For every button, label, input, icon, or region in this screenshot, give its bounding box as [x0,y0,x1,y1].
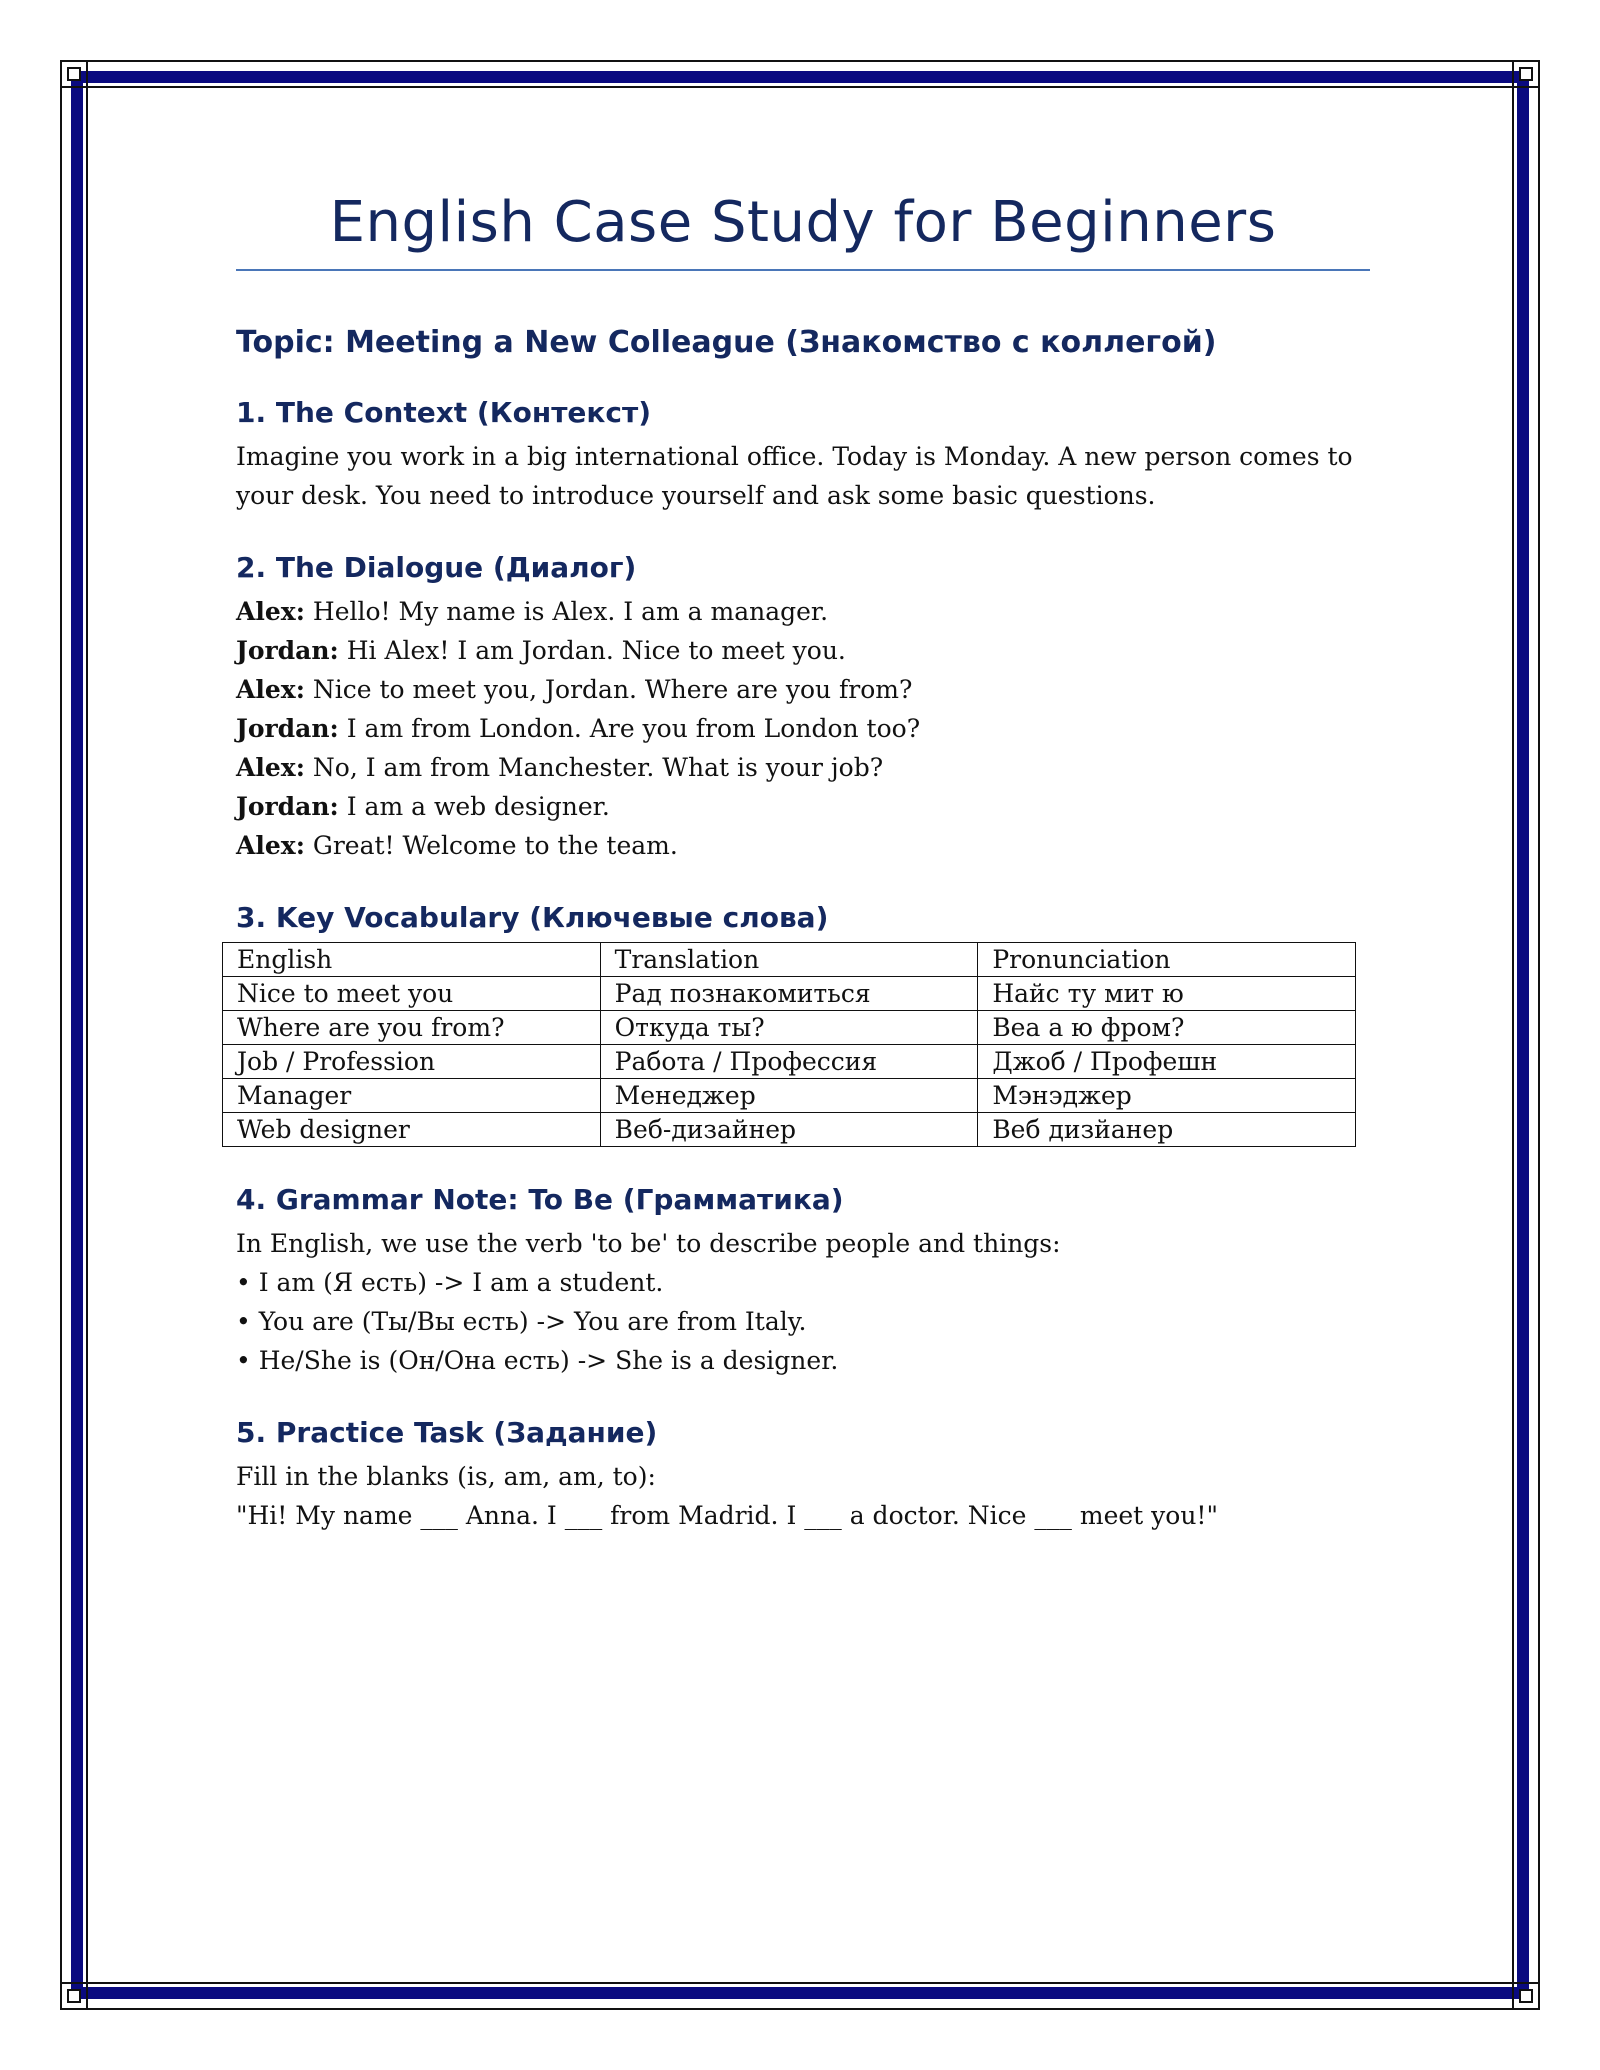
dialogue-line [236,592,1370,631]
table-cell: Where are you from? [223,1011,601,1045]
border-corner-square-bottom-right [1519,1989,1533,2003]
dialogue-speaker: Jordan: [236,636,339,665]
dialogue-text: I am from London. Are you from London too? [346,714,921,743]
table-cell: Веа а ю фром? [978,1011,1356,1045]
table-cell: Веб-дизайнер [600,1113,978,1147]
table-row [223,1079,1356,1113]
practice-instruction: Fill in the blanks (is, am, am, to): [236,1462,656,1491]
table-cell: Работа / Профессия [600,1045,978,1079]
table-cell: Откуда ты? [600,1011,978,1045]
border-corner-square-top-left [67,67,81,81]
document-content [236,190,1370,1535]
table-cell: Manager [223,1079,601,1113]
grammar-bullet: • You are (Ты/Вы есть) -> You are from Italy. [236,1307,807,1336]
border-corner-square-bottom-left [67,1989,81,2003]
grammar-bullet: • I am (Я есть) -> I am a student. [236,1268,664,1297]
dialogue-speaker: Jordan: [236,792,339,821]
table-row [223,1045,1356,1079]
dialogue-text: Hi Alex! I am Jordan. Nice to meet you. [346,636,846,665]
dialogue-speaker: Alex: [236,831,305,860]
dialogue-line [236,748,1370,787]
table-row [223,1011,1356,1045]
dialogue-speaker: Jordan: [236,714,339,743]
dialogue-line [236,631,1370,670]
table-header-cell: Pronunciation [978,943,1356,977]
table-cell: Web designer [223,1113,601,1147]
table-row [223,1113,1356,1147]
border-corner-square-top-right [1519,67,1533,81]
table-cell: Джоб / Профешн [978,1045,1356,1079]
table-cell: Рад познакомиться [600,977,978,1011]
dialogue-speaker: Alex: [236,753,305,782]
context-heading: 1. The Context (Контекст) [236,396,652,429]
dialogue-text: I am a web designer. [346,792,610,821]
table-header-row [223,943,1356,977]
table-row [223,977,1356,1011]
practice-sentence: "Hi! My name ___ Anna. I ___ from Madrid. I ___ a doctor. Nice ___ meet you!" [236,1501,1218,1530]
dialogue [236,592,1370,865]
vocabulary-heading: 3. Key Vocabulary (Ключевые слова) [236,901,829,934]
table-cell: Мэнэджер [978,1079,1356,1113]
table-cell: Nice to meet you [223,977,601,1011]
context-text: Imagine you work in a big international office. Today is Monday. A new person comes to your desk. You need to introduce yourself and ask some basic questions. [236,442,1353,510]
grammar-heading: 4. Grammar Note: To Be (Грамматика) [236,1183,844,1216]
dialogue-speaker: Alex: [236,597,305,626]
table-header-cell: English [223,943,601,977]
table-cell: Найс ту мит ю [978,977,1356,1011]
page-title: English Case Study for Beginners [236,190,1370,271]
dialogue-speaker: Alex: [236,675,305,704]
table-cell: Менеджер [600,1079,978,1113]
dialogue-text: Great! Welcome to the team. [312,831,678,860]
dialogue-text: No, I am from Manchester. What is your job? [312,753,884,782]
topic-heading: Topic: Meeting a New Colleague (Знакомство с коллегой) [236,325,1217,360]
practice-heading: 5. Practice Task (Задание) [236,1416,658,1449]
grammar-bullet: • He/She is (Он/Она есть) -> She is a designer. [236,1346,839,1375]
dialogue-text: Nice to meet you, Jordan. Where are you from? [312,675,913,704]
dialogue-line [236,709,1370,748]
dialogue-text: Hello! My name is Alex. I am a manager. [312,597,829,626]
dialogue-line [236,787,1370,826]
dialogue-line [236,826,1370,865]
grammar-intro: In English, we use the verb 'to be' to describe people and things: [236,1229,1061,1258]
vocabulary-table [222,942,1356,1147]
table-cell: Job / Profession [223,1045,601,1079]
table-cell: Веб дизйанер [978,1113,1356,1147]
table-header-cell: Translation [600,943,978,977]
dialogue-heading: 2. The Dialogue (Диалог) [236,551,637,584]
dialogue-line [236,670,1370,709]
